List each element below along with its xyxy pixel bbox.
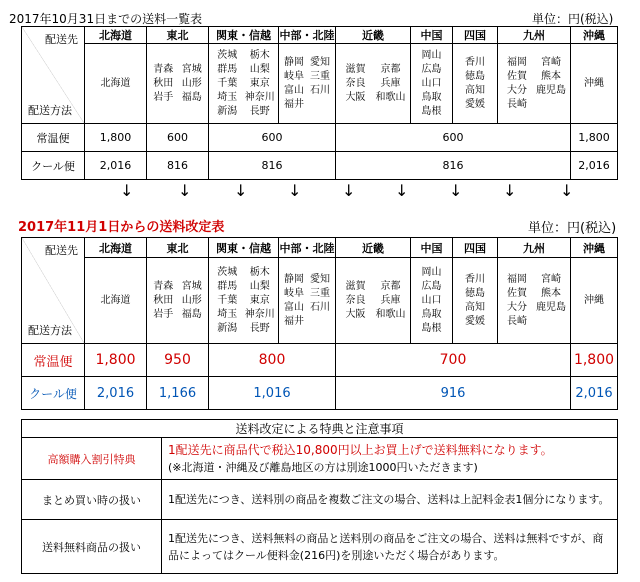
old-region-kanto: 関東・信越 — [209, 27, 279, 44]
prefecture-name: 石川 — [310, 301, 330, 313]
prefecture-name: 北海道 — [100, 294, 131, 306]
prefecture-name: 青森 — [153, 280, 174, 292]
old-cool-okinawa: 2,016 — [571, 152, 618, 180]
old-corner-bottom: 配送方法 — [28, 104, 72, 117]
prefecture-name: 福岡 — [507, 56, 527, 68]
old-prefs-chugoku — [411, 44, 453, 124]
prefecture-name: 香川 — [465, 56, 485, 68]
prefecture-name: 秋田 — [153, 294, 174, 306]
prefecture-name: 宮崎 — [541, 273, 561, 285]
down-arrow-icon: ↓ — [395, 181, 409, 200]
prefecture-name: 愛媛 — [465, 315, 485, 327]
down-arrow-icon: ↓ — [342, 181, 356, 200]
prefecture-name: 石川 — [310, 84, 330, 96]
prefecture-name: 大分 — [507, 84, 527, 96]
prefecture-name: 山口 — [421, 294, 442, 306]
old-prefs-tohoku — [147, 44, 209, 124]
prefecture-name: 長野 — [249, 322, 270, 334]
prefecture-name: 滋賀 — [345, 63, 366, 75]
prefecture-name: 鳥取 — [421, 308, 442, 320]
new-normal-hokkaido: 1,800 — [85, 344, 147, 377]
prefecture-name: 兵庫 — [380, 294, 401, 306]
new-region-shikoku: 四国 — [453, 238, 498, 258]
arrow-row — [0, 183, 640, 205]
prefecture-name: 広島 — [421, 280, 442, 292]
new-cool-hokkaido: 2,016 — [85, 377, 147, 410]
prefecture-name: 島根 — [421, 322, 442, 334]
prefecture-name: 福井 — [284, 98, 304, 110]
note-label-discount: 高額購入割引特典 — [22, 438, 162, 480]
prefecture-name: 東京 — [249, 77, 270, 89]
prefecture-name: 群馬 — [217, 63, 238, 75]
old-prefs-shikoku — [453, 44, 498, 124]
prefecture-name: 広島 — [421, 63, 442, 75]
prefecture-name: 沖縄 — [584, 77, 604, 89]
prefecture-name: 富山 — [284, 301, 304, 313]
new-prefs-tohoku — [147, 258, 209, 344]
prefecture-name: 山形 — [181, 294, 202, 306]
prefecture-name: 愛知 — [310, 56, 330, 68]
prefecture-name: 神奈川 — [244, 308, 275, 320]
new-region-tohoku: 東北 — [147, 238, 209, 258]
new-region-chugoku: 中国 — [411, 238, 453, 258]
prefecture-name: 福島 — [181, 91, 202, 103]
notes-title: 送料改定による特典と注意事項 — [22, 420, 618, 438]
old-normal-kanto: 600 — [209, 124, 336, 152]
note-label-bulk: まとめ買い時の扱い — [22, 480, 162, 520]
prefecture-name: 奈良 — [345, 77, 366, 89]
prefecture-name: 埼玉 — [217, 308, 238, 320]
prefecture-name: 大阪 — [345, 91, 366, 103]
new-prefs-chubu — [279, 258, 336, 344]
prefecture-name: 岩手 — [153, 91, 174, 103]
prefecture-name: 千葉 — [217, 77, 238, 89]
down-arrow-icon: ↓ — [560, 181, 574, 200]
new-normal-kinki-kyushu: 700 — [336, 344, 571, 377]
new-region-kanto: 関東・信越 — [209, 238, 279, 258]
new-region-chubu: 中部・北陸 — [279, 238, 336, 258]
old-table-caption: 2017年10月31日までの送料一覧表 — [9, 12, 203, 26]
prefecture-name: 高知 — [465, 301, 485, 313]
prefecture-name: 青森 — [153, 63, 174, 75]
prefecture-name: 兵庫 — [380, 77, 401, 89]
prefecture-name: 宮城 — [181, 63, 202, 75]
new-prefs-chugoku — [411, 258, 453, 344]
prefecture-name: 佐賀 — [507, 70, 527, 82]
old-region-tohoku: 東北 — [147, 27, 209, 44]
old-cool-chubu-shikoku: 816 — [336, 152, 571, 180]
prefecture-name: 群馬 — [217, 280, 238, 292]
prefecture-name: 茨城 — [217, 49, 238, 61]
new-prefs-okinawa — [571, 258, 618, 344]
new-row-label-cool: クール便 — [22, 377, 85, 410]
new-unit-label: 単位：円(税込) — [528, 221, 617, 236]
prefecture-name: 愛媛 — [465, 98, 485, 110]
new-prefs-kinki — [336, 258, 411, 344]
down-arrow-icon: ↓ — [178, 181, 192, 200]
old-region-shikoku: 四国 — [453, 27, 498, 44]
note-discount-line1: 1配送先に商品代で税込10,800円以上お買上げで送料無料になります。 — [168, 442, 553, 457]
prefecture-name: 新潟 — [217, 322, 238, 334]
prefecture-name: 鹿児島 — [536, 301, 566, 313]
old-region-chubu: 中部・北陸 — [279, 27, 336, 44]
note-text-discount — [162, 438, 618, 480]
old-prefs-kinki — [336, 44, 411, 124]
old-prefs-kanto — [209, 44, 279, 124]
prefecture-name: 熊本 — [541, 70, 561, 82]
old-prefs-okinawa — [571, 44, 618, 124]
prefecture-name: 山梨 — [249, 63, 270, 75]
old-corner-cell — [22, 27, 85, 124]
new-table-caption: 2017年11月1日からの送料改定表 — [18, 220, 225, 235]
prefecture-name: 山形 — [181, 77, 202, 89]
prefecture-name: 福島 — [181, 308, 202, 320]
new-normal-okinawa: 1,800 — [571, 344, 618, 377]
prefecture-name: 静岡 — [284, 56, 304, 68]
prefecture-name: 秋田 — [153, 77, 174, 89]
new-prefs-kyushu — [498, 258, 571, 344]
old-region-kyushu: 九州 — [498, 27, 571, 44]
down-arrow-icon: ↓ — [449, 181, 463, 200]
new-normal-tohoku: 950 — [147, 344, 209, 377]
prefecture-name: 熊本 — [541, 287, 561, 299]
prefecture-name: 高知 — [465, 84, 485, 96]
new-cool-kinki-kyushu: 916 — [336, 377, 571, 410]
prefecture-name: 長崎 — [507, 315, 527, 327]
old-normal-okinawa: 1,800 — [571, 124, 618, 152]
new-region-kyushu: 九州 — [498, 238, 571, 258]
down-arrow-icon: ↓ — [234, 181, 248, 200]
prefecture-name: 和歌山 — [375, 91, 406, 103]
new-normal-kanto-chubu: 800 — [209, 344, 336, 377]
new-corner-cell — [22, 238, 85, 344]
note-text-free-shipping: 1配送先につき、送料無料の商品と送料別の商品をご注文の場合、送料は無料ですが、商品によってはクール便料金(216円)を別途いただく場合があります。 — [162, 520, 618, 574]
prefecture-name: 新潟 — [217, 105, 238, 117]
prefecture-name: 山梨 — [249, 280, 270, 292]
prefecture-name: 沖縄 — [584, 294, 604, 306]
prefecture-name: 宮城 — [181, 280, 202, 292]
new-prefs-shikoku — [453, 258, 498, 344]
new-rate-table — [21, 237, 618, 410]
prefecture-name: 奈良 — [345, 294, 366, 306]
prefecture-name: 大分 — [507, 301, 527, 313]
prefecture-name: 岡山 — [421, 49, 442, 61]
prefecture-name: 徳島 — [465, 287, 485, 299]
prefecture-name: 徳島 — [465, 70, 485, 82]
old-prefs-kyushu — [498, 44, 571, 124]
old-prefs-chubu — [279, 44, 336, 124]
prefecture-name: 福井 — [284, 315, 304, 327]
prefecture-name: 長崎 — [507, 98, 527, 110]
old-normal-tohoku: 600 — [147, 124, 209, 152]
prefecture-name: 宮崎 — [541, 56, 561, 68]
old-region-okinawa: 沖縄 — [571, 27, 618, 44]
old-rate-table — [21, 26, 618, 180]
prefecture-name: 京都 — [380, 280, 401, 292]
old-cool-hokkaido: 2,016 — [85, 152, 147, 180]
new-cool-okinawa: 2,016 — [571, 377, 618, 410]
old-corner-top: 配送先 — [45, 33, 78, 46]
prefecture-name: 香川 — [465, 273, 485, 285]
prefecture-name: 千葉 — [217, 294, 238, 306]
prefecture-name: 東京 — [249, 294, 270, 306]
prefecture-name: 岐阜 — [284, 70, 304, 82]
note-text-bulk: 1配送先につき、送料別の商品を複数ご注文の場合、送料は上記料金表1個分になります。 — [162, 480, 618, 520]
prefecture-name: 神奈川 — [244, 91, 275, 103]
old-prefs-hokkaido — [85, 44, 147, 124]
new-region-kinki: 近畿 — [336, 238, 411, 258]
old-cool-kanto: 816 — [209, 152, 336, 180]
prefecture-name: 三重 — [310, 70, 330, 82]
prefecture-name: 岩手 — [153, 308, 174, 320]
new-region-okinawa: 沖縄 — [571, 238, 618, 258]
prefecture-name: 滋賀 — [345, 280, 366, 292]
new-corner-bottom: 配送方法 — [28, 324, 72, 337]
prefecture-name: 栃木 — [249, 266, 270, 278]
down-arrow-icon: ↓ — [288, 181, 302, 200]
old-row-label-normal: 常温便 — [22, 124, 85, 152]
new-cool-kanto-chubu: 1,016 — [209, 377, 336, 410]
old-normal-chubu-shikoku: 600 — [336, 124, 571, 152]
prefecture-name: 島根 — [421, 105, 442, 117]
prefecture-name: 鳥取 — [421, 91, 442, 103]
prefecture-name: 京都 — [380, 63, 401, 75]
note-label-free-shipping: 送料無料商品の扱い — [22, 520, 162, 574]
new-corner-top: 配送先 — [45, 244, 78, 257]
new-prefs-hokkaido — [85, 258, 147, 344]
prefecture-name: 山口 — [421, 77, 442, 89]
prefecture-name: 福岡 — [507, 273, 527, 285]
notes-table — [21, 419, 618, 574]
prefecture-name: 三重 — [310, 287, 330, 299]
old-region-kinki: 近畿 — [336, 27, 411, 44]
prefecture-name: 岐阜 — [284, 287, 304, 299]
prefecture-name: 富山 — [284, 84, 304, 96]
prefecture-name: 北海道 — [100, 77, 131, 89]
prefecture-name: 栃木 — [249, 49, 270, 61]
old-row-label-cool: クール便 — [22, 152, 85, 180]
prefecture-name: 大阪 — [345, 308, 366, 320]
prefecture-name: 埼玉 — [217, 91, 238, 103]
note-discount-line2: (※北海道・沖縄及び離島地区の方は別途1000円いただきます) — [168, 460, 478, 474]
old-cool-tohoku: 816 — [147, 152, 209, 180]
prefecture-name: 静岡 — [284, 273, 304, 285]
new-region-hokkaido: 北海道 — [85, 238, 147, 258]
new-row-label-normal: 常温便 — [22, 344, 85, 377]
prefecture-name: 長野 — [249, 105, 270, 117]
prefecture-name: 佐賀 — [507, 287, 527, 299]
down-arrow-icon: ↓ — [503, 181, 517, 200]
down-arrow-icon: ↓ — [120, 181, 134, 200]
prefecture-name: 鹿児島 — [536, 84, 566, 96]
old-region-hokkaido: 北海道 — [85, 27, 147, 44]
prefecture-name: 茨城 — [217, 266, 238, 278]
old-unit-label: 単位：円(税込) — [532, 12, 614, 26]
prefecture-name: 愛知 — [310, 273, 330, 285]
prefecture-name: 岡山 — [421, 266, 442, 278]
new-prefs-kanto — [209, 258, 279, 344]
old-region-chugoku: 中国 — [411, 27, 453, 44]
old-normal-hokkaido: 1,800 — [85, 124, 147, 152]
new-cool-tohoku: 1,166 — [147, 377, 209, 410]
prefecture-name: 和歌山 — [375, 308, 406, 320]
